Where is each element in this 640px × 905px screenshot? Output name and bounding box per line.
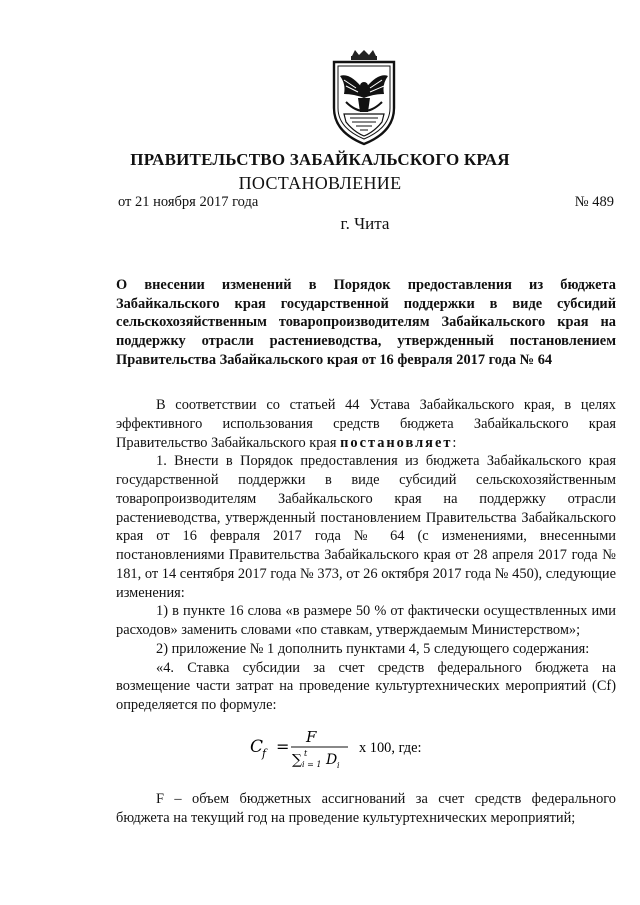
formula-sum-sign: ∑ — [292, 752, 302, 768]
formula-lhs: C — [250, 737, 264, 757]
document-body — [116, 396, 616, 715]
formula-sum-lower: i = 1 — [302, 760, 322, 769]
coat-of-arms-emblem — [322, 50, 406, 146]
paragraph-1: 1. Внести в Порядок предоставления из бюджета Забайкальского края государственной поддержки в виде субсидий сельскохозяйственным товаропроизводителям Забайкальского края на поддержку отрасли растениеводства, утвержденный постановлением Правительства Забайкальского края от 16 февраля 2017 года № 64 (с изменениями, внесенными постановлениями Правительства Забайкальского края от 28 апреля 2017 года № 181, от 14 сентября 2017 года № 373, от 26 октября 2017 года № 450), следующие изменения: — [116, 453, 616, 601]
document-type: ПОСТАНОВЛЕНИЕ — [238, 173, 402, 193]
formula-denominator-sub: i — [337, 761, 340, 770]
paragraph-2: 1) в пункте 16 слова «в размере 50 % от фактически осуществленных ими расходов» заменить словами «по ставкам, утверждаемым Министерством»; — [116, 603, 616, 638]
paragraph-4: «4. Ставка субсидии за счет средств федерального бюджета на возмещение части затрат на проведение культуртехнических мероприятий (Cf) определяется по формуле: — [116, 659, 616, 713]
decree-word: постановляет — [340, 434, 453, 451]
document-number: № 489 — [574, 194, 614, 210]
formula-denominator-var: D — [326, 752, 338, 768]
paragraph-5: F – объем бюджетных ассигнований за счет средств федерального бюджета на текущий год на проведение культуртехнических мероприятий; — [116, 791, 616, 826]
formula-tail: x 100, где: — [359, 740, 422, 756]
subsidy-formula — [244, 722, 464, 772]
formula-sum-upper: t — [304, 749, 308, 758]
document-city: г. Чита — [340, 214, 390, 233]
formula-numerator: F — [306, 728, 317, 746]
formula-equals: = — [276, 737, 290, 756]
government-name: ПРАВИТЕЛЬСТВО ЗАБАЙКАЛЬСКОГО КРАЯ — [130, 150, 510, 169]
formula-lhs-sub: f — [262, 747, 267, 760]
preamble-text: В соответствии со статьей 44 Устава Забайкальского края, в целях эффективного использования средств бюджета Забайкальского края Правительство Забайкальского края — [116, 397, 616, 451]
formula-explanation — [116, 790, 616, 828]
document-title: О внесении изменений в Порядок предоставления из бюджета Забайкальского края государственной поддержки в виде субсидий сельскохозяйственным товаропроизводителям Забайкальского края на поддержку отрасли растениеводства, утвержденный постановлением Правительства Забайкальского края от 16 февраля 2017 года № 64 — [116, 277, 616, 368]
paragraph-3: 2) приложение № 1 дополнить пунктами 4, 5 следующего содержания: — [156, 640, 590, 657]
preamble-paragraph — [116, 396, 616, 452]
document-date: от 21 ноября 2017 года — [118, 194, 259, 210]
decree-colon: : — [452, 434, 457, 451]
